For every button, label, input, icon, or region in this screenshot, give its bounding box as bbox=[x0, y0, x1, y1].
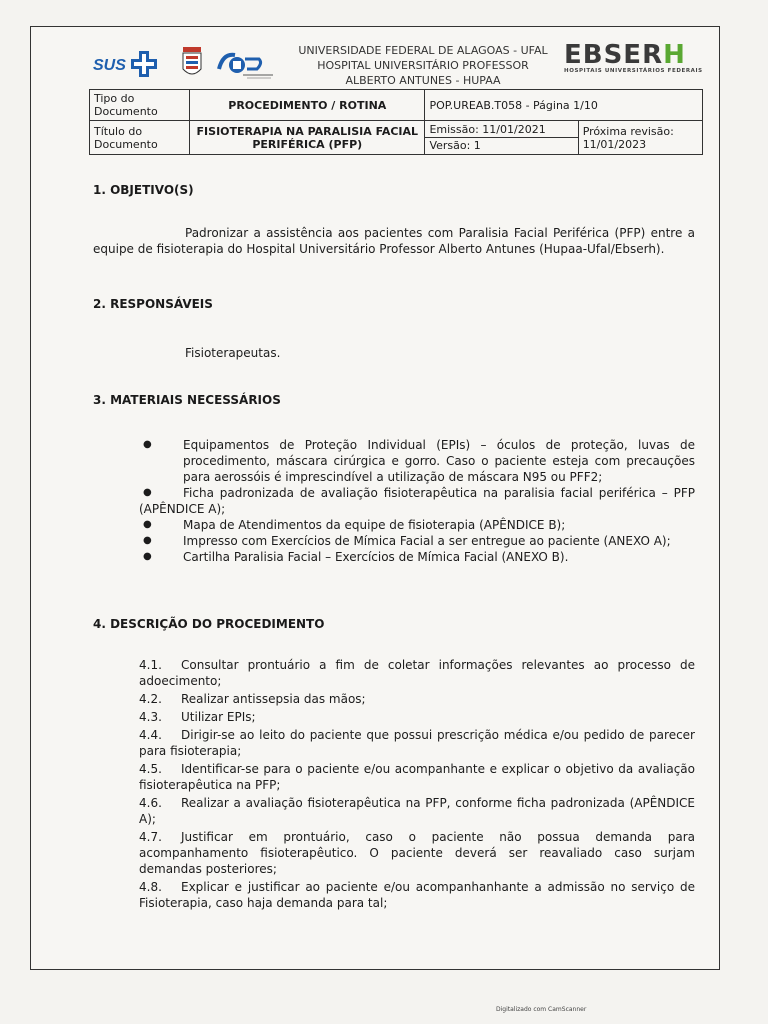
objetivo-text: Padronizar a assistência aos pacientes com Paralisia Facial Periférica (PFP) entre a equipe de fisioterapia do Hospital Universitário Professor Alberto Antunes (Hupaa-Ufal/Ebserh). bbox=[93, 226, 695, 256]
proxima-revisao: Próxima revisão: 11/01/2023 bbox=[578, 121, 702, 155]
list-item bbox=[139, 879, 695, 911]
ebserh-logo-main: EBSER bbox=[564, 40, 664, 70]
list-item: ● Cartilha Paralisia Facial – Exercícios de Mímica Facial (ANEXO B). bbox=[143, 550, 569, 564]
step-text: Identificar-se para o paciente e/ou acompanhante e explicar o objetivo da avaliação fisioterapêutica na PFP; bbox=[139, 762, 695, 792]
institution-name bbox=[293, 43, 553, 88]
step-text: Utilizar EPIs; bbox=[181, 710, 256, 724]
materiais-item-4: Impresso com Exercícios de Mímica Facial a ser entregue ao paciente (ANEXO A); bbox=[183, 534, 671, 548]
list-item bbox=[139, 657, 695, 689]
descricao-list bbox=[139, 657, 695, 913]
materiais-item-2: Ficha padronizada de avaliação fisioterapêutica na paralisia facial periférica – PFP (APÊNDICE A); bbox=[139, 486, 695, 516]
list-item bbox=[139, 691, 695, 707]
institution-line-1: UNIVERSIDADE FEDERAL DE ALAGOAS - UFAL bbox=[298, 44, 548, 57]
tipo-label: Tipo do Documento bbox=[90, 90, 190, 121]
list-item: ● Impresso com Exercícios de Mímica Facial a ser entregue ao paciente (ANEXO A); bbox=[143, 534, 671, 548]
step-number: 4.4. bbox=[139, 728, 162, 742]
titulo-label: Título do Documento bbox=[90, 121, 190, 155]
list-item bbox=[139, 829, 695, 877]
list-item: ● Equipamentos de Proteção Individual (EPIs) – óculos de proteção, luvas de procedimento, máscara cirúrgica e gorro. Caso o paciente esteja com precauções para aerossóis é imprescindível a utilização de máscara N95 ou PFF2; bbox=[143, 438, 695, 484]
step-text: Dirigir-se ao leito do paciente que possui prescrição médica e/ou pedido de parecer para fisioterapia; bbox=[139, 728, 695, 758]
list-item: ● Mapa de Atendimentos da equipe de fisioterapia (APÊNDICE B); bbox=[143, 518, 566, 532]
list-item bbox=[139, 709, 695, 725]
step-number: 4.3. bbox=[139, 710, 162, 724]
section-title-descricao: 4. DESCRIÇÃO DO PROCEDIMENTO bbox=[93, 617, 325, 631]
step-number: 4.6. bbox=[139, 796, 162, 810]
document-page bbox=[30, 26, 720, 970]
sus-logo-text: SUS bbox=[93, 57, 126, 74]
materiais-item-3: Mapa de Atendimentos da equipe de fisioterapia (APÊNDICE B); bbox=[183, 518, 566, 532]
document-code: POP.UREAB.T058 - Página 1/10 bbox=[425, 90, 703, 121]
institution-line-2: HOSPITAL UNIVERSITÁRIO PROFESSOR bbox=[317, 59, 529, 72]
document-header bbox=[31, 37, 719, 97]
step-number: 4.5. bbox=[139, 762, 162, 776]
section-title-responsaveis: 2. RESPONSÁVEIS bbox=[93, 297, 213, 311]
list-item bbox=[139, 727, 695, 759]
list-item bbox=[139, 761, 695, 793]
hospital-logo-icon bbox=[213, 47, 283, 81]
step-text: Realizar a avaliação fisioterapêutica na PFP, conforme ficha padronizada (APÊNDICE A); bbox=[139, 796, 695, 826]
step-text: Realizar antissepsia das mãos; bbox=[181, 692, 366, 706]
sus-logo bbox=[93, 49, 165, 79]
document-info-table bbox=[89, 89, 703, 155]
ebserh-logo-accent: H bbox=[663, 40, 686, 70]
tipo-value: PROCEDIMENTO / ROTINA bbox=[190, 90, 425, 121]
list-item bbox=[139, 795, 695, 827]
step-number: 4.8. bbox=[139, 880, 162, 894]
materiais-item-5: Cartilha Paralisia Facial – Exercícios de Mímica Facial (ANEXO B). bbox=[183, 550, 569, 564]
versao: Versão: 1 bbox=[425, 137, 577, 152]
versioning-cell bbox=[425, 121, 578, 155]
step-number: 4.7. bbox=[139, 830, 162, 844]
ebserh-logo bbox=[564, 41, 704, 74]
ufal-crest-icon bbox=[181, 45, 203, 81]
step-number: 4.1. bbox=[139, 658, 162, 672]
ebserh-logo-tagline: HOSPITAIS UNIVERSITÁRIOS FEDERAIS bbox=[564, 68, 703, 74]
emissao-date: Emissão: 11/01/2021 bbox=[429, 123, 546, 136]
materiais-list bbox=[139, 437, 695, 565]
step-number: 4.2. bbox=[139, 692, 162, 706]
scanner-watermark: Digitalizado com CamScanner bbox=[496, 1006, 587, 1013]
step-text: Justificar em prontuário, caso o paciente não possua demanda para acompanhamento fisioterapêutico. O paciente deverá ser reavaliado caso surjam demandas posteriores; bbox=[139, 830, 695, 876]
step-text: Explicar e justificar ao paciente e/ou acompanhanhante a admissão no serviço de Fisioterapia, caso haja demanda para tal; bbox=[139, 880, 695, 910]
titulo-value: FISIOTERAPIA NA PARALISIA FACIAL PERIFÉRICA (PFP) bbox=[190, 121, 425, 155]
step-text: Consultar prontuário a fim de coletar informações relevantes ao processo de adoecimento; bbox=[139, 658, 695, 688]
list-item: ● Ficha padronizada de avaliação fisioterapêutica na paralisia facial periférica – PFP (APÊNDICE A); bbox=[139, 486, 695, 516]
materiais-item-1: Equipamentos de Proteção Individual (EPIs) – óculos de proteção, luvas de procedimento, máscara cirúrgica e gorro. Caso o paciente esteja com precauções para aerossóis é imprescindível a utilização de máscara N95 ou PFF2; bbox=[183, 438, 695, 484]
institution-line-3: ALBERTO ANTUNES - HUPAA bbox=[345, 74, 501, 87]
section-title-objetivo: 1. OBJETIVO(S) bbox=[93, 183, 194, 197]
section-title-materiais: 3. MATERIAIS NECESSÁRIOS bbox=[93, 393, 281, 407]
responsaveis-text: Fisioterapeutas. bbox=[185, 346, 281, 360]
